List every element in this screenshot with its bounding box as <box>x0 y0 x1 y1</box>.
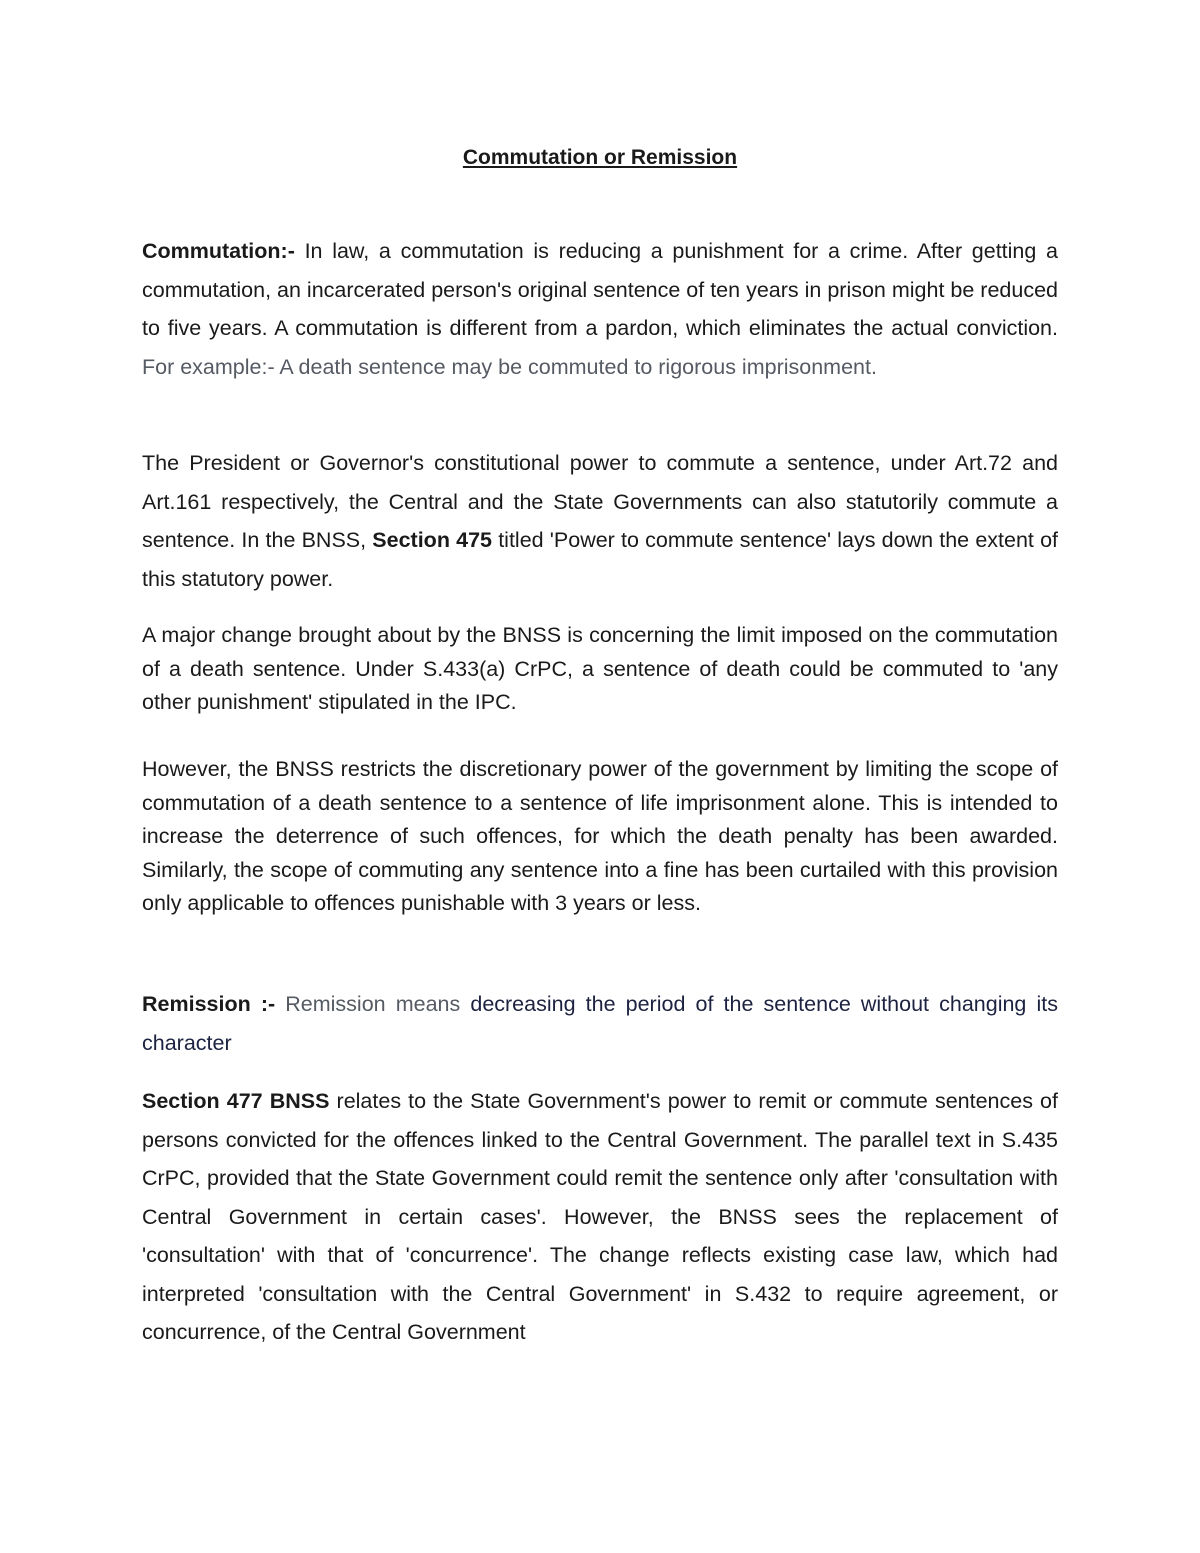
paragraph-commutation-definition <box>142 232 1058 386</box>
paragraph-remission-definition <box>142 985 1058 1062</box>
remission-term: Remission :- <box>142 992 276 1016</box>
section-475-description: titled 'Power to commute sentence' lays down the extent of this statutory power. <box>142 528 1059 591</box>
section-475-label: Section 475 <box>372 528 493 552</box>
remission-definition-text: decreasing the period of the sentence without changing its character <box>142 992 1058 1055</box>
paragraph-constitutional-power <box>142 444 1058 598</box>
commutation-example-text: For example:- A death sentence may be commuted to rigorous imprisonment. <box>142 354 877 379</box>
commutation-term: Commutation:- <box>142 239 295 263</box>
section-477-label: Section 477 BNSS <box>142 1089 330 1113</box>
constitutional-power-text: The President or Governor's constitutional power to commute a sentence, under Art.72 and Art.161 respectively, the Central and the State Governments can also statutorily commute a sentence. In the BNSS, <box>142 451 1058 552</box>
section-477-text: relates to the State Government's power to remit or commute sentences of persons convicted for the offences linked to the Central Government. The parallel text in S.435 CrPC, provided that the State Government could remit the sentence only after 'consultation with Central Government in certain cases'. However, the BNSS sees the replacement of 'consultation' with that of 'concurrence'. The change reflects existing case law, which had interpreted 'consultation with the Central Government' in S.432 to require agreement, or concurrence, of the Central Government <box>142 1089 1058 1344</box>
commutation-definition-text: In law, a commutation is reducing a punishment for a crime. After getting a commutation, an incarcerated person's original sentence of ten years in prison might be reduced to five years. A commutation is different from a pardon, which eliminates the actual conviction. <box>142 239 1058 340</box>
document-title: Commutation or Remission <box>462 146 738 169</box>
paragraph-death-sentence-change: A major change brought about by the BNSS is concerning the limit imposed on the commutation of a death sentence. Under S.433(a) CrPC, a sentence of death could be commuted to 'any other punishment' stipulated in the IPC. <box>142 623 1058 714</box>
remission-means-text: Remission means <box>275 992 471 1016</box>
paragraph-bnss-restrictions: However, the BNSS restricts the discretionary power of the government by limiting the scope of commutation of a death sentence to a sentence of life imprisonment alone. This is intended to increase the deterrence of such offences, for which the death penalty has been awarded. Similarly, the scope of commuting any sentence into a fine has been curtailed with this provision only applicable to offences punishable with 3 years or less. <box>142 757 1058 915</box>
paragraph-section-477 <box>142 1082 1058 1352</box>
